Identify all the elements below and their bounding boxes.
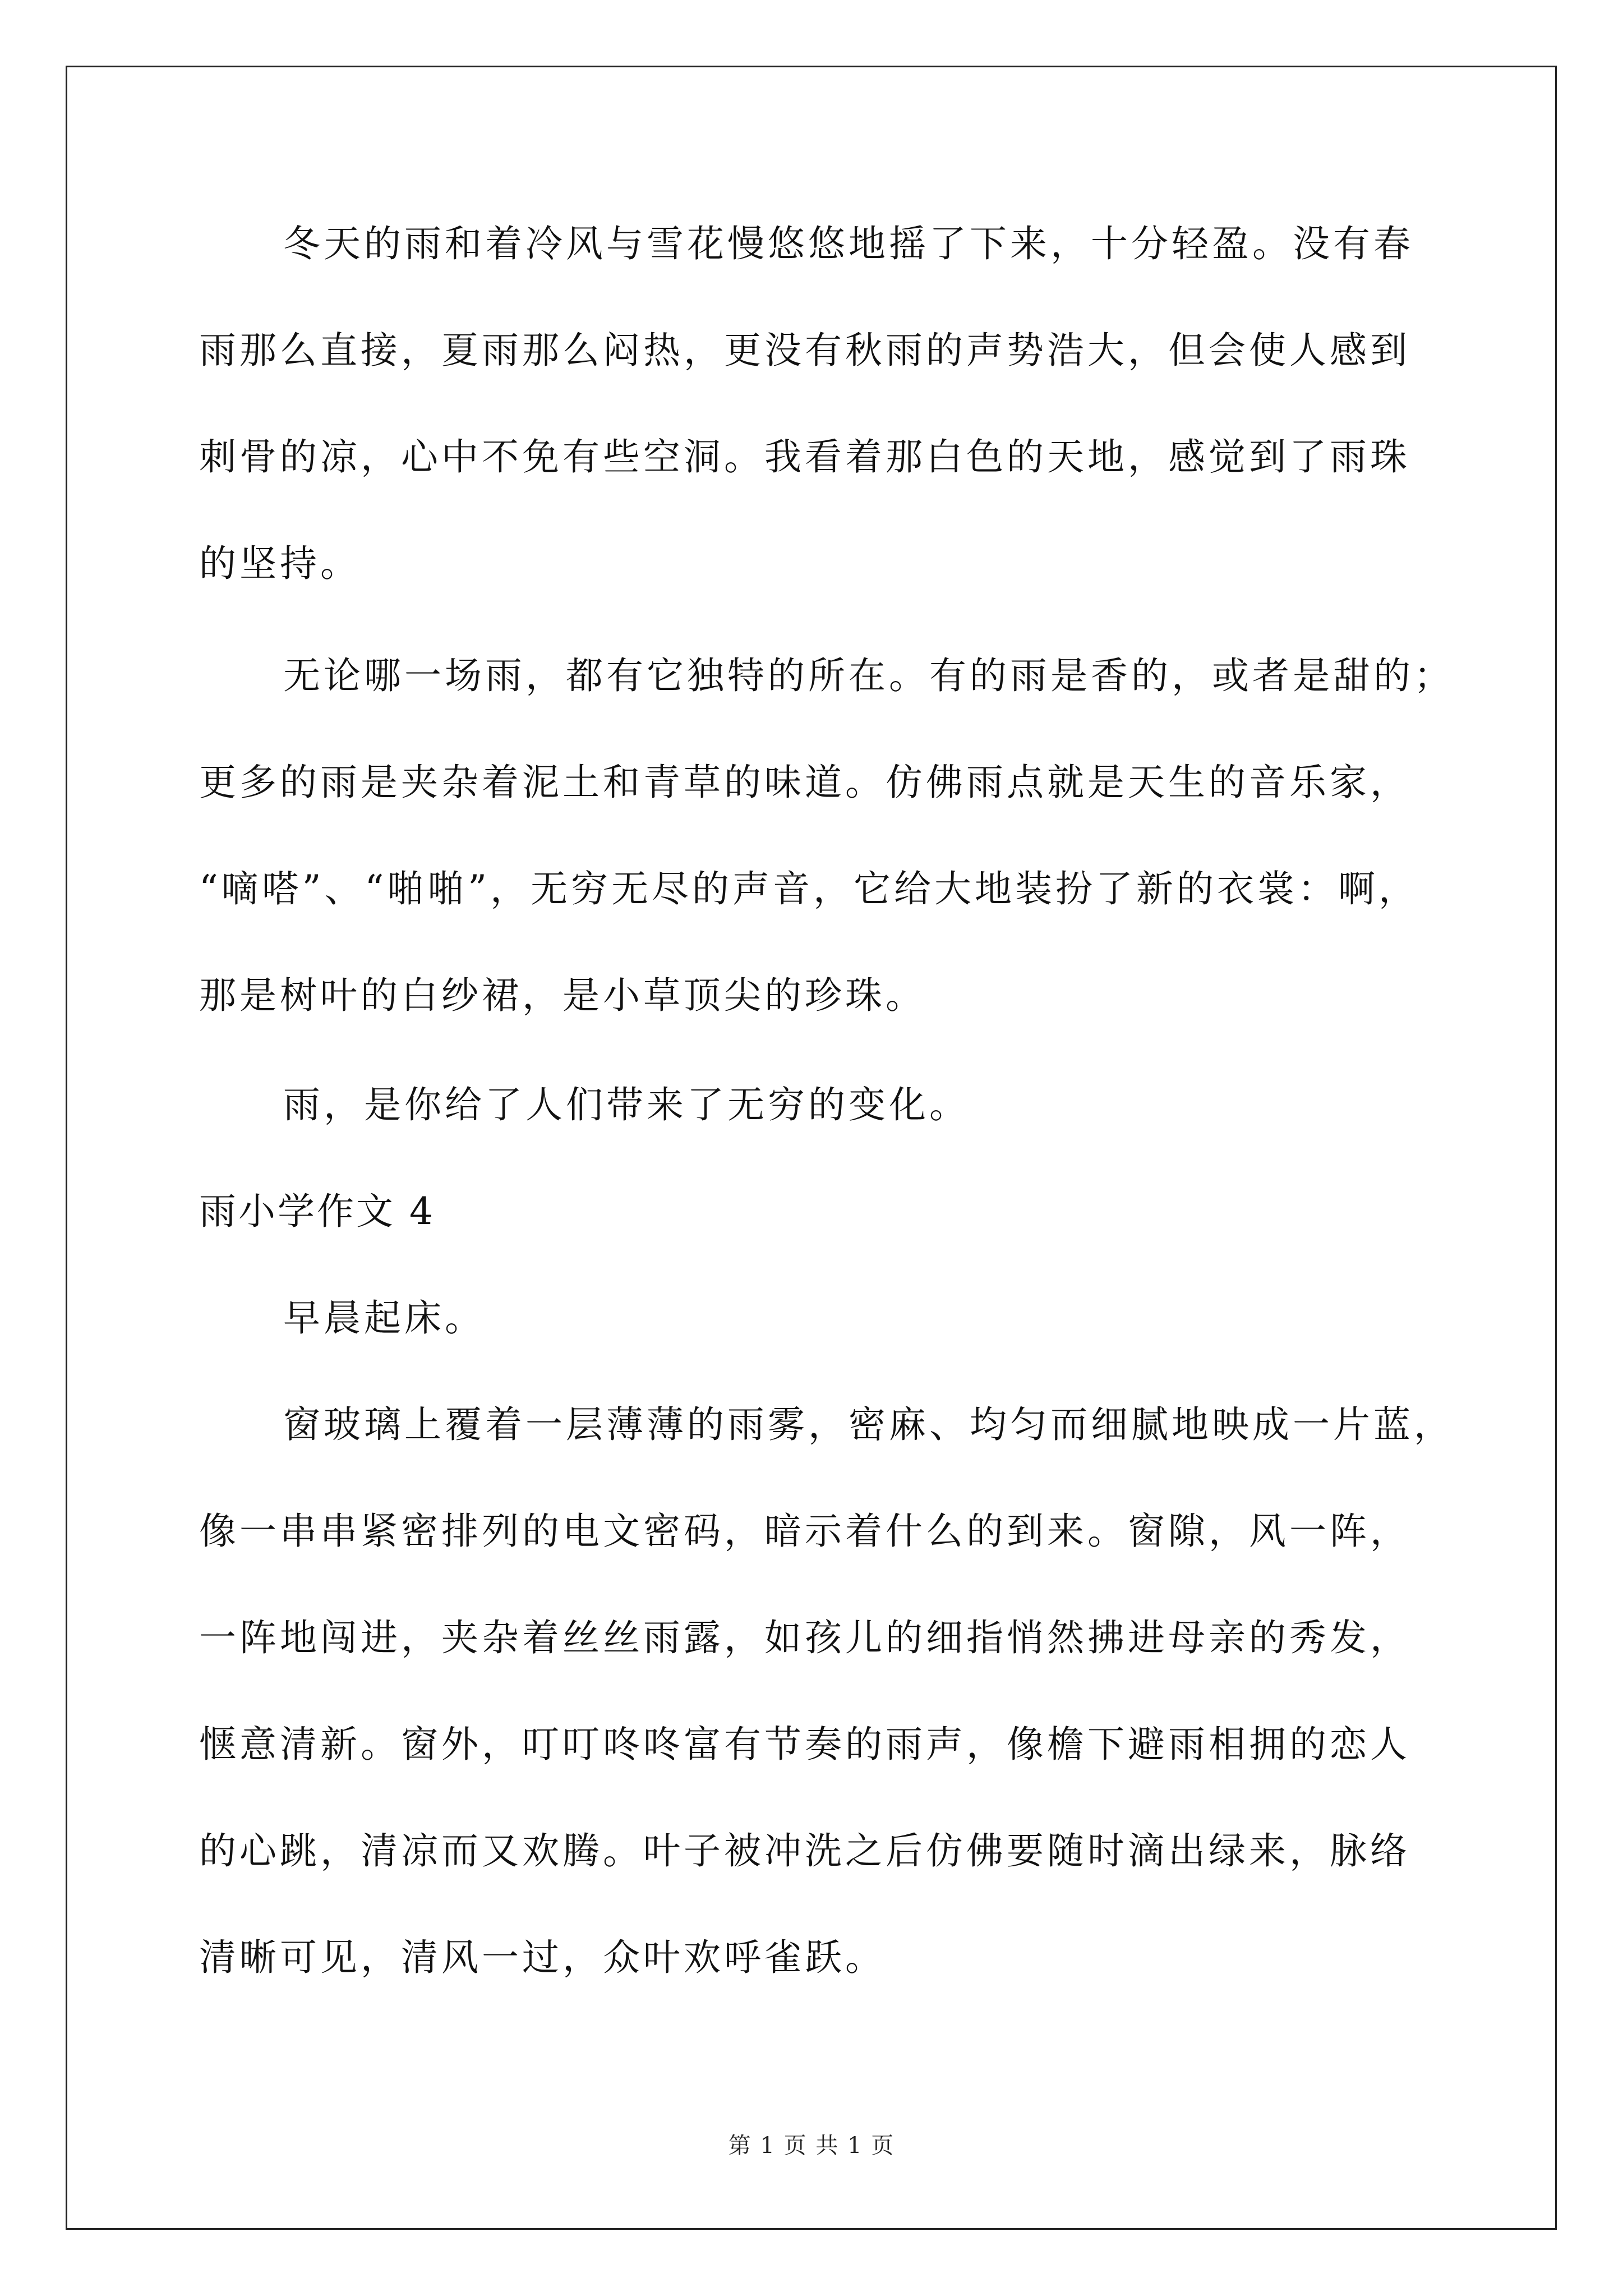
page-footer: 第 1 页 共 1 页 bbox=[728, 2133, 895, 2159]
paragraph-line: 窗玻璃上覆着一层薄薄的雨雾，密麻、均匀而细腻地映成一片蓝， bbox=[283, 1403, 1454, 1446]
paragraph-line: 雨那么直接，夏雨那么闷热，更没有秋雨的声势浩大，但会使人感到 bbox=[199, 329, 1410, 372]
paragraph-line: 像一串串紧密排列的电文密码，暗示着什么的到来。窗隙，风一阵， bbox=[199, 1510, 1410, 1553]
paragraph-line: 无论哪一场雨，都有它独特的所在。有的雨是香的，或者是甜的； bbox=[283, 654, 1454, 697]
paragraph-line: 一阵地闯进，夹杂着丝丝雨露，如孩儿的细指悄然拂进母亲的秀发， bbox=[199, 1616, 1410, 1659]
paragraph-line: 清晰可见，清风一过，众叶欢呼雀跃。 bbox=[199, 1936, 886, 1979]
paragraph-line: 的心跳，清凉而又欢腾。叶子被冲洗之后仿佛要随时滴出绿来，脉络 bbox=[199, 1829, 1410, 1872]
paragraph-line: 早晨起床。 bbox=[283, 1296, 485, 1340]
section-heading: 雨小学作文 4 bbox=[199, 1190, 435, 1233]
paragraph-line: 冬天的雨和着冷风与雪花慢悠悠地摇了下来，十分轻盈。没有春 bbox=[283, 222, 1414, 265]
page-border bbox=[66, 66, 1557, 2230]
paragraph-line: 雨，是你给了人们带来了无穷的变化。 bbox=[283, 1083, 970, 1126]
paragraph-line: 刺骨的凉，心中不免有些空洞。我看着那白色的天地，感觉到了雨珠 bbox=[199, 435, 1410, 478]
paragraph-line: “嘀嗒”、“啪啪”，无穷无尽的声音，它给大地装扮了新的衣裳：啊， bbox=[199, 867, 1419, 910]
paragraph-line: 更多的雨是夹杂着泥土和青草的味道。仿佛雨点就是天生的音乐家， bbox=[199, 761, 1410, 804]
paragraph-line: 那是树叶的白纱裙，是小草顶尖的珍珠。 bbox=[199, 974, 926, 1017]
paragraph-line: 的坚持。 bbox=[199, 542, 361, 585]
paragraph-line: 惬意清新。窗外，叮叮咚咚富有节奏的雨声，像檐下避雨相拥的恋人 bbox=[199, 1723, 1410, 1766]
